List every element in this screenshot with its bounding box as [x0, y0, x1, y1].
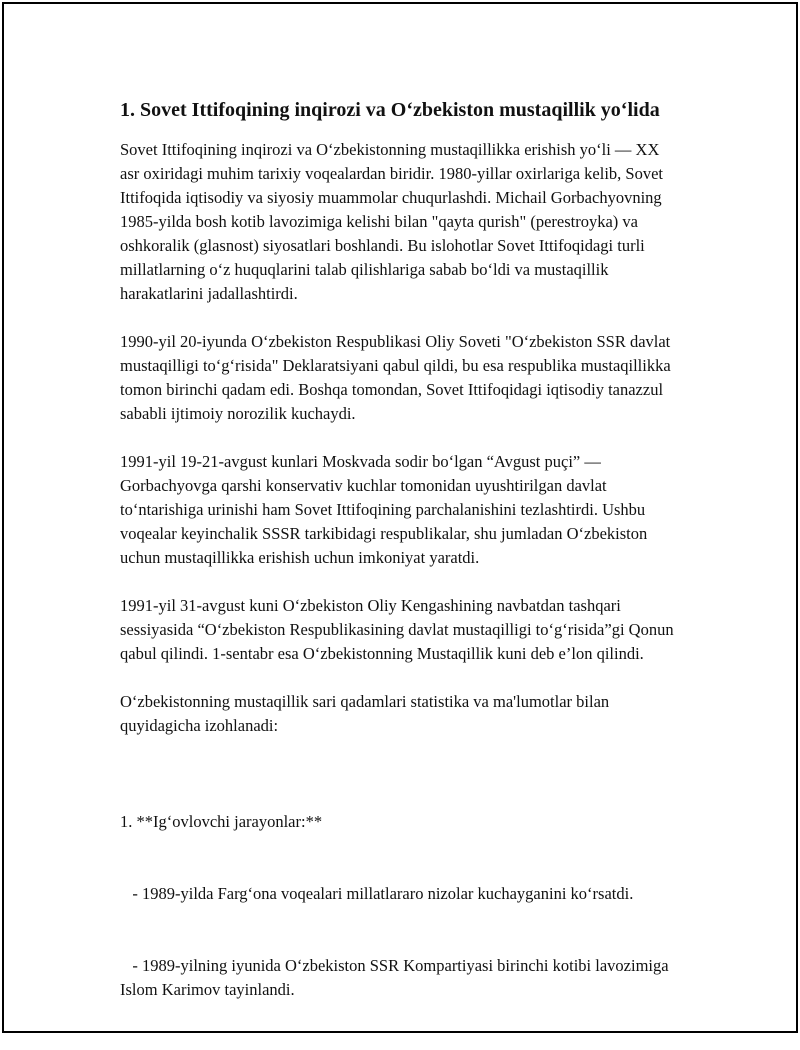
document-content: [120, 96, 680, 1050]
events-list: [120, 762, 680, 1050]
paragraph-independence-law: 1991-yil 31-avgust kuni O‘zbekiston Oliy Kengashining navbatdan tashqari sessiyasida “O‘zbekiston Respublikasining davlat mustaqilligi to‘g‘risida”gi Qonun qabul qilindi. 1-sentabr esa O‘zbekistonning Mustaqillik kuni deb e’lon qilindi.: [120, 596, 674, 663]
list-title: 1. **Ig‘ovlovchi jarayonlar:**: [120, 812, 323, 831]
page-frame: [2, 2, 798, 1033]
section-heading: 1. Sovet Ittifoqining inqirozi va O‘zbekiston mustaqillik yo‘lida: [120, 99, 660, 121]
list-item: - 1989-yilda Farg‘ona voqealari millatlararo nizolar kuchayganini ko‘rsatdi.: [120, 884, 634, 903]
paragraph-declaration: 1990-yil 20-iyunda O‘zbekiston Respublikasi Oliy Soveti "O‘zbekiston SSR davlat mustaqilligi to‘g‘risida" Deklaratsiyani qabul qildi, bu esa respublika mustaqillikka tomon birinchi qadam edi. Boshqa tomondan, Sovet Ittifoqidagi iqtisodiy tanazzul sababli ijtimoiy norozilik kuchaydi.: [120, 332, 671, 423]
paragraph-intro: Sovet Ittifoqining inqirozi va O‘zbekistonning mustaqillikka erishish yo‘li — XX asr oxiridagi muhim tarixiy voqealardan biridir. 1980-yillar oxirlariga kelib, Sovet Ittifoqida iqtisodiy va siyosiy muammolar chuqurlashdi. Michail Gorbachyovning 1985-yilda bosh kotib lavozimiga kelishi bilan "qayta qurish" (perestroyka) va oshkoralik (glasnost) siyosatlari boshlandi. Bu islohotlar Sovet Ittifoqidagi turli millatlarning o‘z huquqlarini talab qilishlariga sabab bo‘ldi va mustaqillik harakatlarini jadallashtirdi.: [120, 140, 663, 303]
paragraph-statistics-intro: O‘zbekistonning mustaqillik sari qadamlari statistika va ma'lumotlar bilan quyidagicha izohlanadi:: [120, 692, 610, 735]
list-item: - 1989-yilning iyunida O‘zbekiston SSR Kompartiyasi birinchi kotibi lavozimiga Islom Karimov tayinlandi.: [120, 956, 673, 999]
paragraph-august-putsch: 1991-yil 19-21-avgust kunlari Moskvada sodir bo‘lgan “Avgust puçi” — Gorbachyovga qarshi konservativ kuchlar tomonidan uyushtirilgan davlat to‘ntarishiga urinishi ham Sovet Ittifoqining parchalanishini tezlashtirdi. Ushbu voqealar keyinchalik SSSR tarkibidagi respublikalar, shu jumladan O‘zbekiston uchun mustaqillikka erishish uchun imkoniyat yaratdi.: [120, 452, 648, 567]
